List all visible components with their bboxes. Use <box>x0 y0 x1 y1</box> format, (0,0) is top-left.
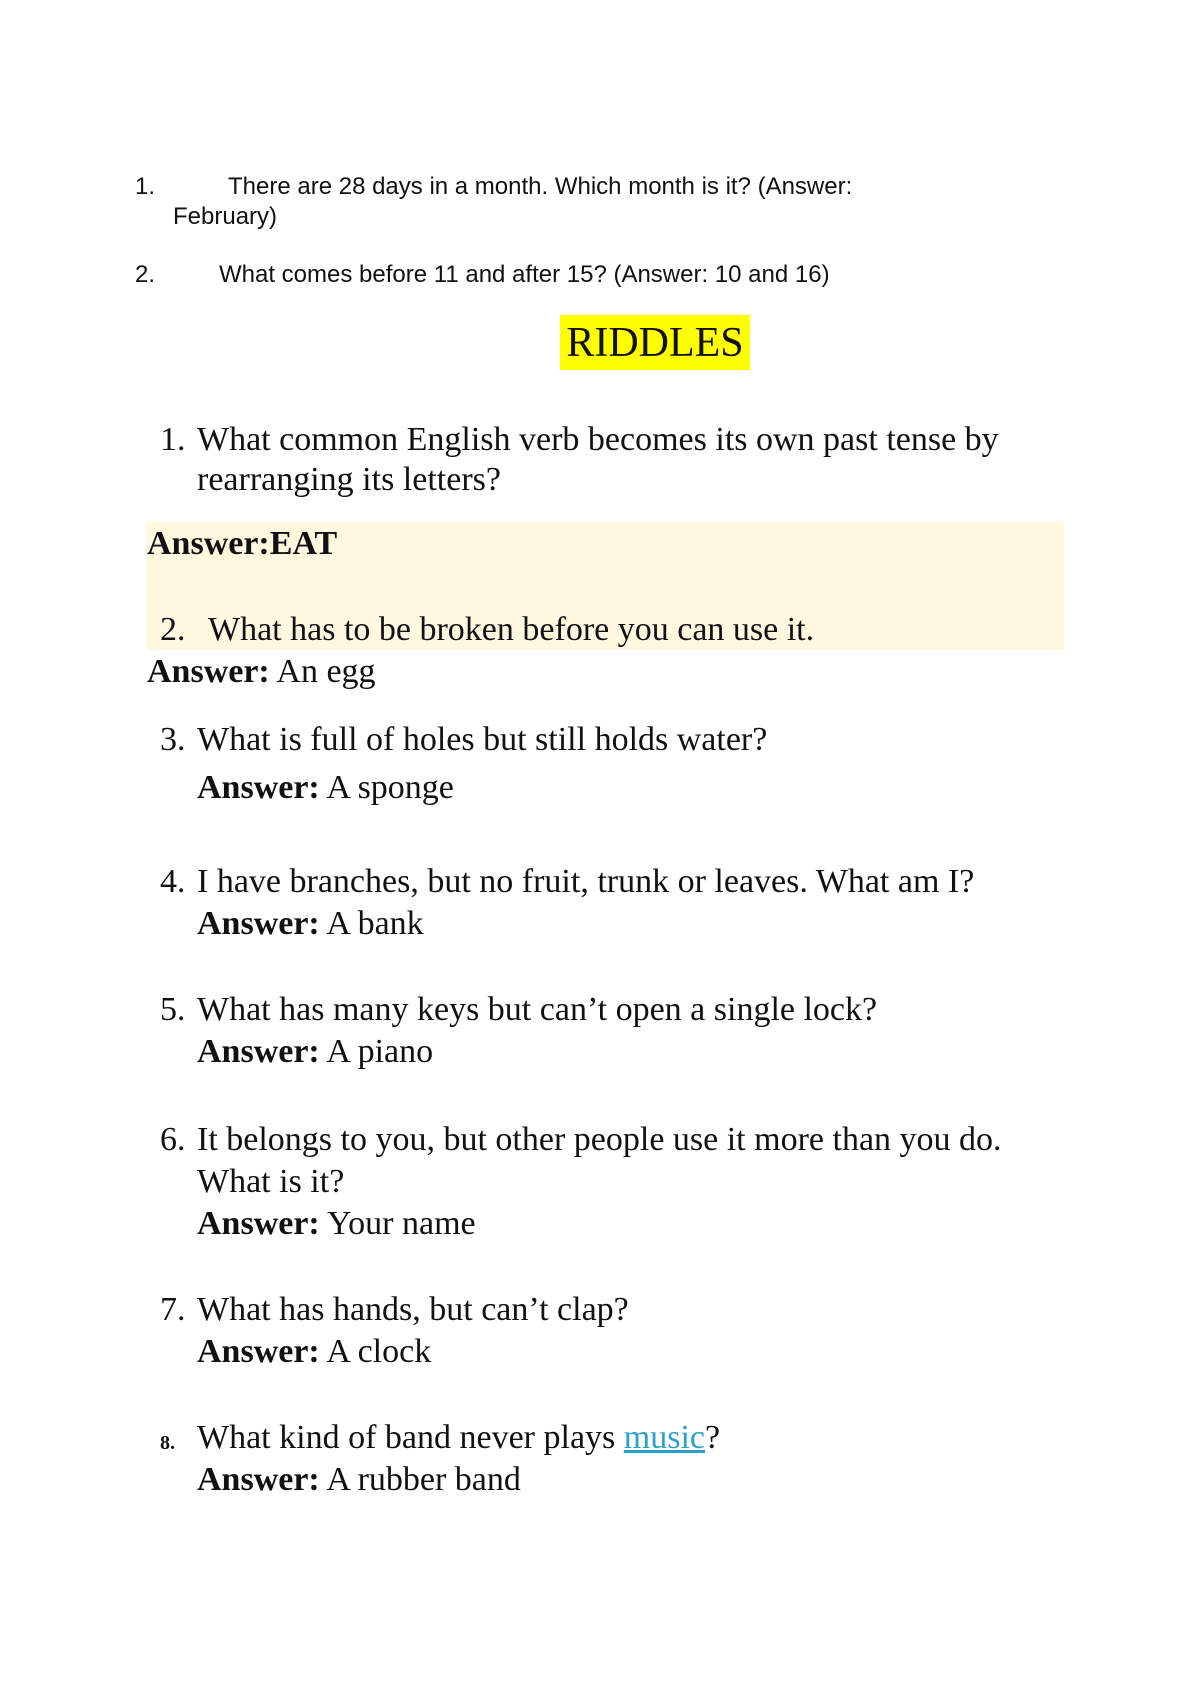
riddle-8-text-after: ? <box>704 1419 721 1456</box>
answer-5 <box>197 1032 433 1072</box>
riddle-7-number: 7. <box>160 1291 186 1328</box>
riddle-4-number: 4. <box>160 863 186 900</box>
answer-5-label: Answer: <box>197 1033 320 1070</box>
top-list-item-1-line2: February) <box>173 203 278 230</box>
riddle-5-text: What has many keys but can’t open a single lock? <box>197 991 878 1028</box>
answer-7-label: Answer: <box>197 1333 320 1370</box>
answer-2-label: Answer: <box>147 653 270 690</box>
answer-1 <box>147 524 337 564</box>
answer-6-label: Answer: <box>197 1205 320 1242</box>
riddle-6-line2: What is it? <box>197 1163 345 1200</box>
answer-8-value: A rubber band <box>319 1461 521 1498</box>
answer-4-value: A bank <box>319 905 424 942</box>
riddle-5-number: 5. <box>160 991 186 1028</box>
riddle-6-line1: It belongs to you, but other people use it more than you do. <box>197 1121 1002 1158</box>
answer-2 <box>147 652 376 692</box>
answer-4 <box>197 904 424 944</box>
answer-8-label: Answer: <box>197 1461 320 1498</box>
answer-2-value: An egg <box>269 653 376 690</box>
answer-6 <box>197 1204 476 1244</box>
answer-3-value: A sponge <box>319 769 454 806</box>
riddle-7-text: What has hands, but can’t clap? <box>197 1291 629 1328</box>
riddle-3-text: What is full of holes but still holds water? <box>197 721 768 758</box>
riddle-2-number: 2. <box>160 611 186 648</box>
riddle-8-number: 8. <box>160 1432 175 1454</box>
music-link[interactable]: music <box>623 1419 705 1456</box>
riddle-2-text: What has to be broken before you can use it. <box>208 611 815 648</box>
top-list-number-1: 1. <box>135 173 156 200</box>
top-list-number-2: 2. <box>135 261 156 288</box>
riddle-8-text-before: What kind of band never plays <box>197 1419 624 1456</box>
page-title: RIDDLES <box>566 320 744 366</box>
riddle-8-text <box>197 1418 720 1458</box>
answer-7 <box>197 1332 431 1372</box>
riddle-1-line1: What common English verb becomes its own past tense by <box>197 421 999 458</box>
riddle-1-number: 1. <box>160 421 186 458</box>
riddle-3-number: 3. <box>160 721 186 758</box>
top-list-item-1-line1: There are 28 days in a month. Which month is it? (Answer: <box>228 173 853 200</box>
answer-4-label: Answer: <box>197 905 320 942</box>
riddle-6-number: 6. <box>160 1121 186 1158</box>
answer-6-value: Your name <box>319 1205 476 1242</box>
answer-5-value: A piano <box>319 1033 434 1070</box>
answer-3-label: Answer: <box>197 769 320 806</box>
top-list-item-2: What comes before 11 and after 15? (Answer: 10 and 16) <box>219 261 830 288</box>
answer-8 <box>197 1460 521 1500</box>
riddle-4-text: I have branches, but no fruit, trunk or leaves. What am I? <box>197 863 975 900</box>
answer-1-value: EAT <box>269 525 338 562</box>
riddle-1-line2: rearranging its letters? <box>197 461 501 498</box>
answer-7-value: A clock <box>319 1333 432 1370</box>
answer-1-label: Answer: <box>147 525 270 562</box>
answer-3 <box>197 768 454 808</box>
